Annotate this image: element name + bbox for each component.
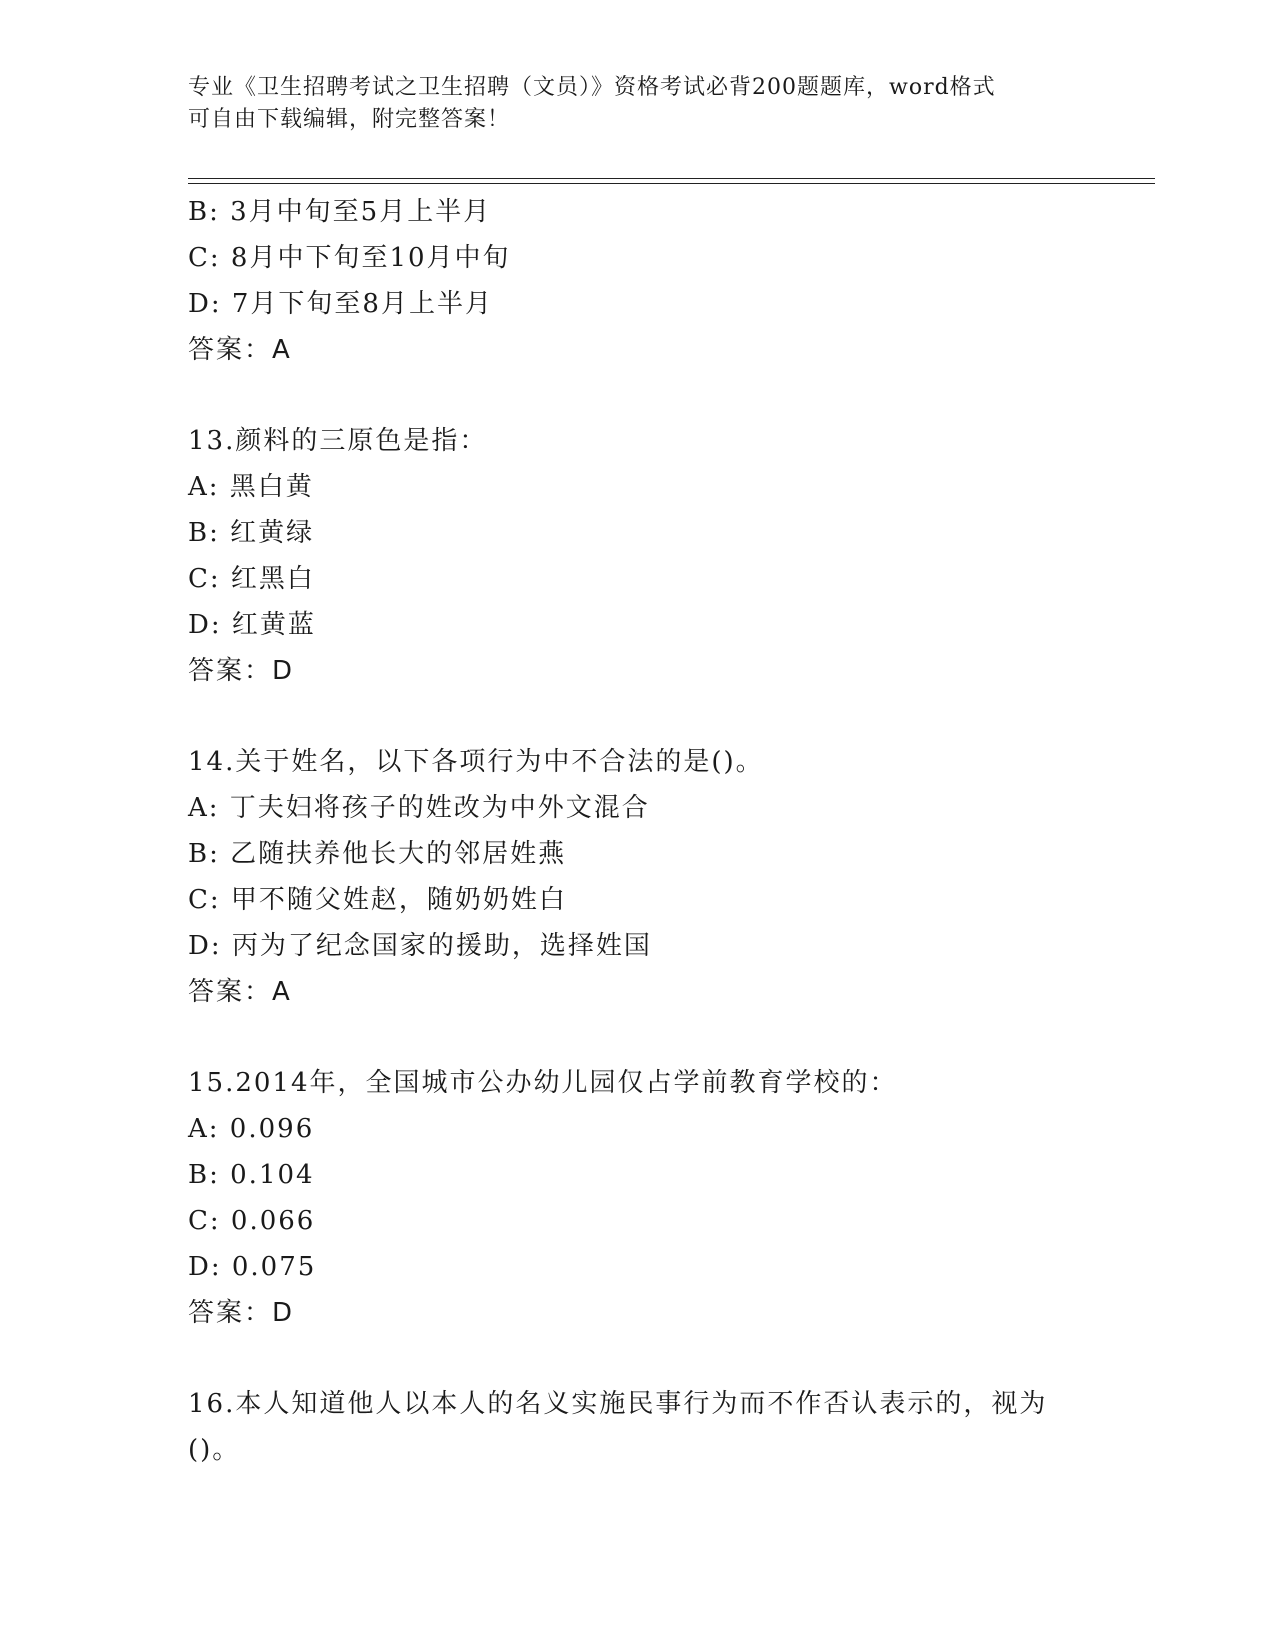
q16-question-line1: 16.本人知道他人以本人的名义实施民事行为而不作否认表示的，视为 (188, 1389, 1048, 1419)
header-divider-top (188, 178, 1155, 179)
q13-option-a: A: 黑白黄 (188, 472, 314, 502)
q15-answer: 答案：D (188, 1298, 295, 1328)
header-title-line1: 专业《卫生招聘考试之卫生招聘（文员）》资格考试必背200题题库，word格式 (188, 75, 996, 100)
spacer (188, 373, 1088, 418)
q14-option-d: D: 丙为了纪念国家的援助，选择姓国 (188, 931, 652, 961)
q15-option-a: A: 0.096 (188, 1114, 315, 1144)
q13-option-c: C: 红黑白 (188, 564, 315, 594)
question-13-block (188, 418, 1088, 694)
q13-option-b: B: 红黄绿 (188, 518, 315, 548)
question-15-block (188, 1060, 1088, 1336)
q16-question-line2: ()。 (188, 1435, 241, 1465)
q15-option-c: C: 0.066 (188, 1206, 316, 1236)
q14-answer: 答案：A (188, 977, 292, 1007)
q12-option-c: C: 8月中下旬至10月中旬 (188, 243, 511, 273)
q14-question: 14.关于姓名，以下各项行为中不合法的是()。 (188, 747, 764, 777)
q15-question: 15.2014年，全国城市公办幼儿园仅占学前教育学校的： (188, 1068, 898, 1098)
q12-option-b: B: 3月中旬至5月上半月 (188, 197, 492, 227)
q14-option-a: A: 丁夫妇将孩子的姓改为中外文混合 (188, 793, 650, 823)
q15-option-d: D: 0.075 (188, 1252, 317, 1282)
q12-answer: 答案：A (188, 335, 292, 365)
q15-option-b: B: 0.104 (188, 1160, 315, 1190)
question-12-block (188, 189, 1088, 373)
header-divider-bottom (188, 183, 1155, 184)
q13-question: 13.颜料的三原色是指： (188, 426, 488, 456)
q12-option-d: D: 7月下旬至8月上半月 (188, 289, 493, 319)
q13-answer: 答案：D (188, 656, 295, 686)
spacer (188, 694, 1088, 739)
spacer (188, 1015, 1088, 1060)
question-14-block (188, 739, 1088, 1015)
q14-option-b: B: 乙随扶养他长大的邻居姓燕 (188, 839, 567, 869)
document-header (188, 72, 1078, 136)
q13-option-d: D: 红黄蓝 (188, 610, 316, 640)
question-16-block (188, 1381, 1088, 1473)
q14-option-c: C: 甲不随父姓赵，随奶奶姓白 (188, 885, 567, 915)
question-list (188, 189, 1088, 1473)
spacer (188, 1336, 1088, 1381)
header-title-line2: 可自由下载编辑，附完整答案！ (188, 107, 511, 132)
